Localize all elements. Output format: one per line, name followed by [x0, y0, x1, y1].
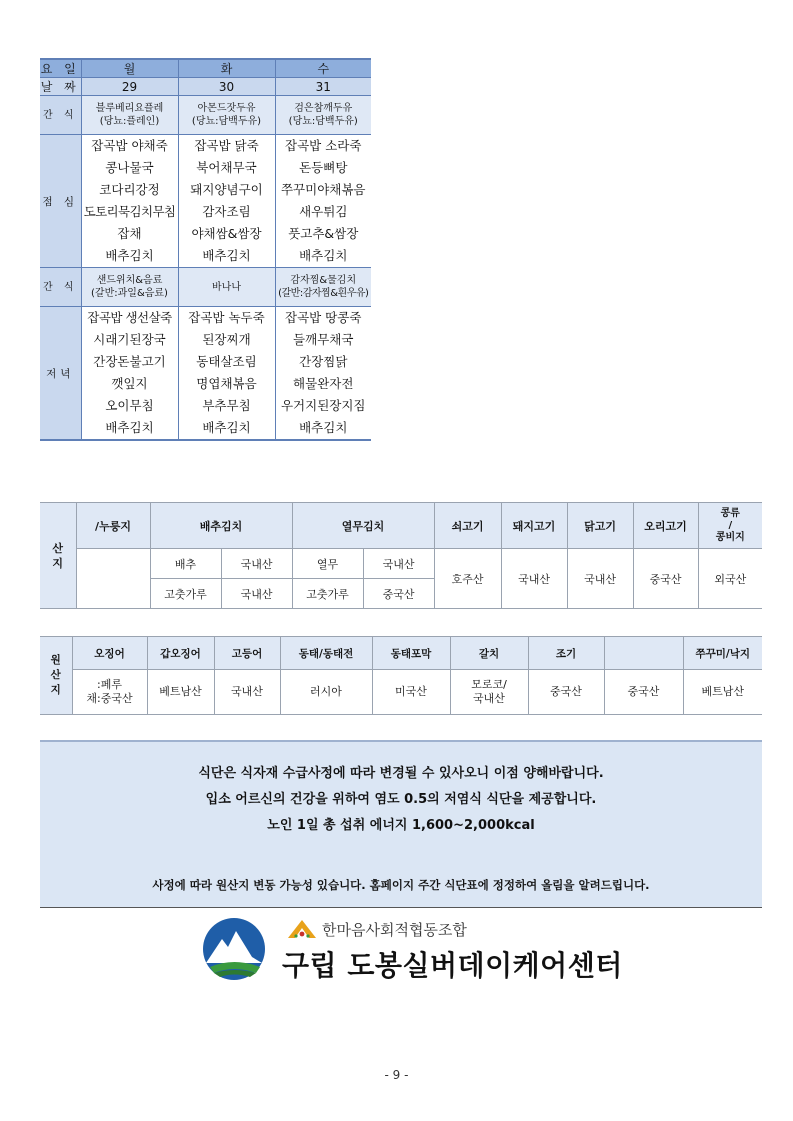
dish: 배추김치 [299, 248, 348, 263]
snack-item: 블루베리요플레 [95, 103, 164, 114]
origin-table-meat [40, 502, 762, 609]
dish: 해물완자전 [293, 376, 354, 391]
day-label: 요 일 [40, 59, 81, 78]
snack-item: 검은참깨두유 [294, 103, 353, 114]
snack-item: 바나나 [212, 281, 241, 293]
snack-item: 감자찜&물김치 [290, 275, 357, 286]
origin-value: 호주산 [434, 549, 501, 609]
origin-item: 고춧가루 [150, 579, 221, 609]
dish: 간장돈불고기 [93, 354, 166, 369]
origin-header [604, 637, 683, 670]
snack-cell [81, 96, 178, 135]
origin-header: /누룽지 [76, 503, 150, 549]
origin-table-fish [40, 636, 762, 715]
value-line: 모로코/ [471, 678, 507, 691]
origin-value: 국내산 [214, 670, 280, 715]
lunch-label: 점 심 [40, 135, 81, 268]
origin-header: 닭고기 [567, 503, 633, 549]
dish: 부추무침 [202, 398, 251, 413]
dish: 우거지된장지짐 [280, 398, 366, 413]
cooperative-logo-icon [286, 918, 318, 940]
dish: 잡채 [117, 226, 142, 241]
origin-row [40, 670, 762, 715]
lunch-row [40, 135, 371, 268]
dish: 풋고추&쌈장 [288, 226, 359, 241]
morning-snack-row [40, 96, 371, 135]
notice-line: 입소 어르신의 건강을 위하여 염도 0.5의 저염식 식단을 제공합니다. [205, 792, 597, 807]
origin-row [40, 549, 762, 579]
dish: 새우튀김 [299, 204, 348, 219]
lunch-cell [275, 135, 371, 268]
dinner-cell [81, 307, 178, 441]
date-cell: 30 [178, 78, 275, 96]
origin-header: 쭈꾸미/낙지 [683, 637, 762, 670]
side-char: 산 [50, 669, 61, 681]
dish: 돼지양념구이 [190, 182, 263, 197]
side-char: 지 [52, 556, 64, 570]
snack-cell [275, 268, 371, 307]
origin-value: 중국산 [363, 579, 434, 609]
dish: 배추김치 [105, 420, 154, 435]
dish: 감자조림 [202, 204, 251, 219]
notice-line: 사정에 따라 원산지 변동 가능성 있습니다. 홈페이지 주간 식단표에 정정하여 올림을 알려드립니다. [152, 878, 650, 892]
snack-cell [178, 268, 275, 307]
snack-cell [81, 268, 178, 307]
dish: 시래기된장국 [93, 332, 166, 347]
page-number: - 9 - [384, 1068, 409, 1082]
organization-name: 한마음사회적협동조합 [322, 920, 467, 939]
dish: 깻잎지 [111, 376, 148, 391]
origin-header-row [40, 503, 762, 549]
dinner-cell [275, 307, 371, 441]
value-line: 채:중국산 [86, 692, 133, 705]
dish: 배추김치 [299, 420, 348, 435]
origin-value: 미국산 [372, 670, 450, 715]
origin-value: 국내산 [363, 549, 434, 579]
origin-header: 갈치 [450, 637, 528, 670]
value-line: :페루 [97, 678, 122, 691]
origin-header [698, 503, 762, 549]
dinner-label: 저녁 [40, 307, 81, 441]
origin-value: 중국산 [604, 670, 683, 715]
date-cell: 31 [275, 78, 371, 96]
snack-item: 샌드위치&음료 [96, 275, 163, 286]
origin-header: 동태/동태전 [280, 637, 372, 670]
snack-label: 간 식 [40, 268, 81, 307]
day-cell: 월 [81, 59, 178, 78]
snack-note: (당뇨:플레인) [99, 116, 160, 127]
origin-value: 베트남산 [147, 670, 214, 715]
origin-item: 열무 [292, 549, 363, 579]
origin-header: 동태포막 [372, 637, 450, 670]
lunch-cell [178, 135, 275, 268]
date-label: 날 짜 [40, 78, 81, 96]
origin-value: 국내산 [501, 549, 567, 609]
notice-line: 식단은 식자재 수급사정에 따라 변경될 수 있사오니 이점 양해바랍니다. [198, 766, 604, 781]
day-row [40, 59, 371, 78]
origin-header: 고등어 [214, 637, 280, 670]
dish: 야채쌈&쌈장 [191, 226, 262, 241]
snack-note: (갈반:과일&음료) [91, 288, 168, 299]
snack-cell [178, 96, 275, 135]
header-line: 콩비지 [715, 531, 745, 543]
origin-header: 조기 [528, 637, 604, 670]
dish: 잡곡밥 생선살죽 [87, 310, 172, 325]
notice-box [40, 740, 762, 908]
snack-note: (당뇨:담백두유) [191, 116, 262, 127]
dish: 잡곡밥 소라죽 [285, 138, 362, 153]
origin-side-label [40, 503, 76, 609]
origin-value: 국내산 [221, 579, 292, 609]
origin-value: 외국산 [698, 549, 762, 609]
snack-note: (당뇨:담백두유) [288, 116, 358, 127]
side-char: 원 [50, 654, 61, 666]
day-cell: 화 [178, 59, 275, 78]
dish: 쭈꾸미야채볶음 [280, 182, 366, 197]
origin-header: 쇠고기 [434, 503, 501, 549]
origin-empty-cell [76, 549, 150, 609]
side-char: 산 [52, 541, 64, 555]
header-line: 콩류 [720, 507, 740, 519]
value-line: 국내산 [473, 692, 505, 705]
weekly-menu-table [40, 58, 371, 441]
origin-value [450, 670, 528, 715]
origin-value: 국내산 [567, 549, 633, 609]
center-name: 구립 도봉실버데이케어센터 [282, 949, 623, 982]
origin-value [72, 670, 147, 715]
dish: 배추김치 [202, 420, 251, 435]
dish: 명엽채볶음 [196, 376, 257, 391]
dish: 잡곡밥 닭죽 [194, 138, 259, 153]
origin-header: 오징어 [72, 637, 147, 670]
dish: 오이무침 [105, 398, 154, 413]
origin-header: 돼지고기 [501, 503, 567, 549]
origin-header: 열무김치 [292, 503, 434, 549]
day-cell: 수 [275, 59, 371, 78]
lunch-cell [81, 135, 178, 268]
side-char: 지 [50, 684, 61, 696]
dish: 잡곡밥 땅콩죽 [285, 310, 362, 325]
mountain-logo-icon [200, 917, 268, 981]
origin-header-row [40, 637, 762, 670]
dish: 된장찌개 [202, 332, 251, 347]
origin-header: 오리고기 [633, 503, 698, 549]
dish: 도토리묵김치무침 [83, 204, 176, 219]
dish: 콩나물국 [105, 160, 154, 175]
snack-item: 아몬드잣두유 [197, 103, 256, 114]
org-line [286, 918, 467, 940]
dish: 코다리강정 [99, 182, 160, 197]
origin-value: 중국산 [633, 549, 698, 609]
origin-side-label [40, 637, 72, 715]
origin-header: 갑오징어 [147, 637, 214, 670]
date-cell: 29 [81, 78, 178, 96]
date-row [40, 78, 371, 96]
dish: 간장찜닭 [299, 354, 348, 369]
origin-item: 배추 [150, 549, 221, 579]
origin-value: 러시아 [280, 670, 372, 715]
origin-header: 배추김치 [150, 503, 292, 549]
origin-value: 베트남산 [683, 670, 762, 715]
dish: 들깨무채국 [293, 332, 354, 347]
dinner-cell [178, 307, 275, 441]
snack-note: (갈반:감자찜&흰우유) [278, 288, 369, 299]
dish: 북어채무국 [196, 160, 257, 175]
dish: 배추김치 [202, 248, 251, 263]
origin-value: 중국산 [528, 670, 604, 715]
dish: 잡곡밥 야채죽 [91, 138, 168, 153]
dish: 돈등뼈탕 [299, 160, 348, 175]
origin-value: 국내산 [221, 549, 292, 579]
notice-line: 노인 1일 총 섭취 에너지 1,600~2,000kcal [267, 818, 535, 833]
dinner-row [40, 307, 371, 441]
snack-label: 간 식 [40, 96, 81, 135]
snack-cell [275, 96, 371, 135]
dish: 잡곡밥 녹두죽 [188, 310, 265, 325]
dish: 배추김치 [105, 248, 154, 263]
dish: 동태살조림 [196, 354, 257, 369]
header-line: / [728, 519, 733, 531]
origin-item: 고춧가루 [292, 579, 363, 609]
afternoon-snack-row [40, 268, 371, 307]
